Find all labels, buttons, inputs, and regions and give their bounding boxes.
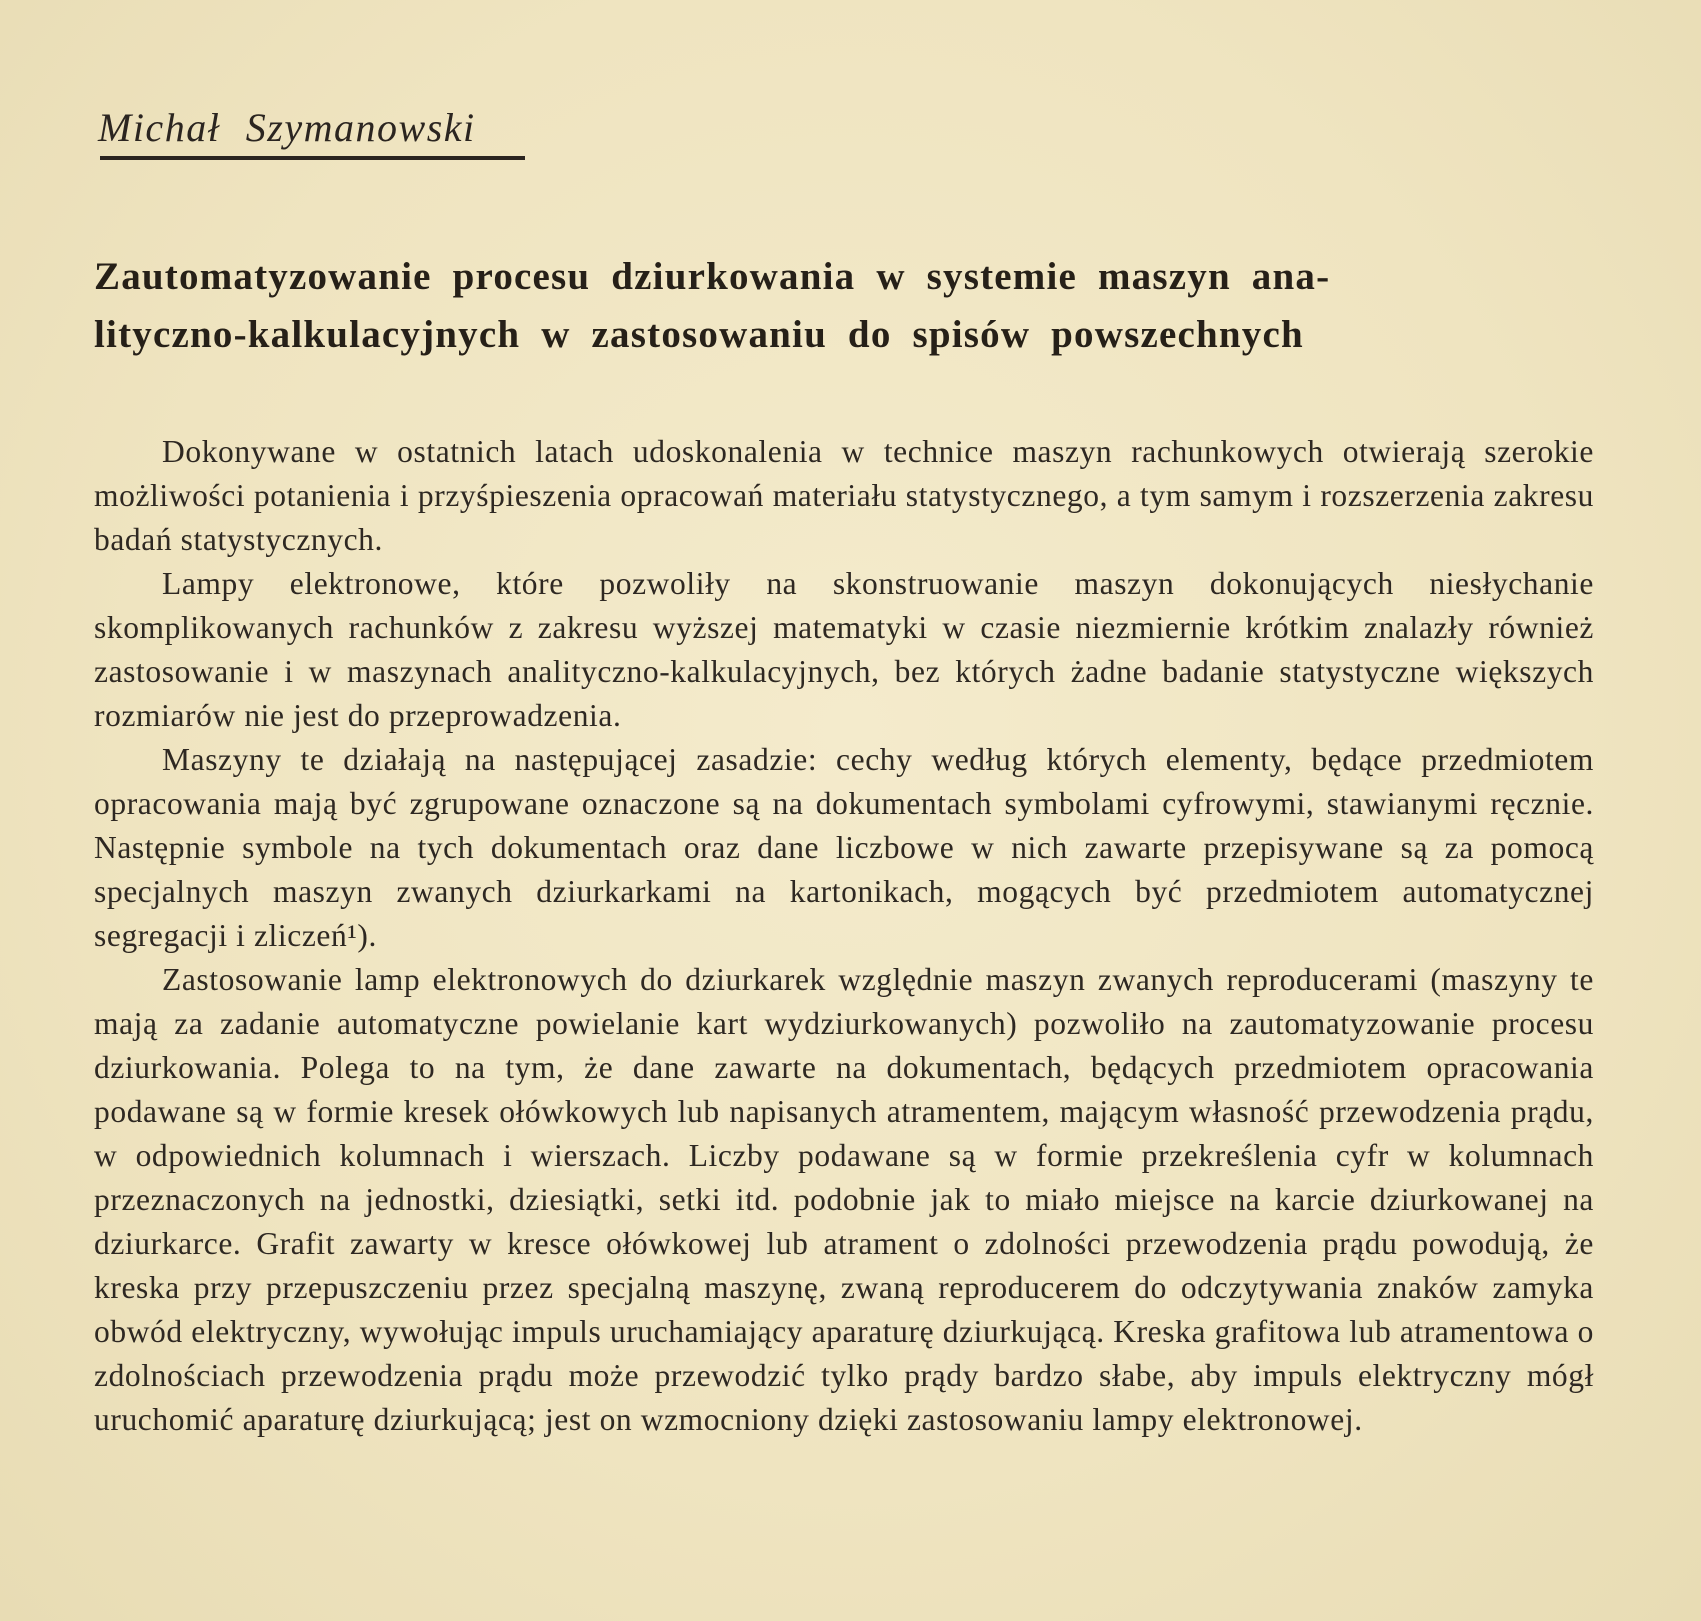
paragraph-1: Dokonywane w ostatnich latach udoskonalenia w technice maszyn rachunkowych otwierają szerokie możliwości potanienia i przyśpieszenia opracowań materiału statystycznego, a tym samym i rozszerzenia zakresu badań statystycznych. [94, 434, 1594, 557]
paragraph-4: Zastosowanie lamp elektronowych do dziurkarek względnie maszyn zwanych reproducerami (maszyny te mają za zadanie automatyczne powielanie kart wydziurkowanych) pozwoliło na zautomatyzowanie procesu dziurkowania. Polega to na tym, że dane zawarte na dokumentach, będących przedmiotem opracowania podawane są w formie kresek ołówkowych lub napisanych atramentem, mającym własność przewodzenia prądu, w odpowiednich kolumnach i wierszach. Liczby podawane są w formie przekreślenia cyfr w kolumnach przeznaczonych na jednostki, dziesiątki, setki itd. podobnie jak to miało miejsce na karcie dziurkowanej na dziurkarce. Grafit zawarty w kresce ołówkowej lub atrament o zdolności przewodzenia prądu powodują, że kreska przy przepuszczeniu przez specjalną maszynę, zwaną reproducerem do odczytywania znaków zamyka obwód elektryczny, wywołując impuls uruchamiający aparaturę dziurkującą. Kreska grafitowa lub atramentowa o zdolnościach przewodzenia prądu może przewodzić tylko prądy bardzo słabe, aby impuls elektryczny mógł uruchomić aparaturę dziurkującą; jest on wzmocniony dzięki zastosowaniu lampy elektronowej. [94, 962, 1594, 1437]
article-body [94, 430, 1594, 1442]
author-underline [100, 156, 525, 160]
paragraph-3: Maszyny te działają na następującej zasadzie: cechy według których elementy, będące przedmiotem opracowania mają być zgrupowane oznaczone są na dokumentach symbolami cyfrowymi, stawianymi ręcznie. Następnie symbole na tych dokumentach oraz dane liczbowe w nich zawarte przepisywane są za pomocą specjalnych maszyn zwanych dziurkarkami na kartonikach, mogących być przedmiotem automatycznej segregacji i zliczeń¹). [94, 742, 1594, 953]
article-title [94, 248, 1594, 364]
author-name: Michał Szymanowski [98, 105, 476, 150]
paragraph-2: Lampy elektronowe, które pozwoliły na skonstruowanie maszyn dokonujących niesłychanie skomplikowanych rachunków z zakresu wyższej matematyki w czasie niezmiernie krótkim znalazły również zastosowanie i w maszynach analityczno-kalkulacyjnych, bez których żadne badanie statystyczne większych rozmiarów nie jest do przeprowadzenia. [94, 566, 1594, 733]
title-line-2: lityczno-kalkulacyjnych w zastosowaniu do spisów powszechnych [94, 313, 1304, 356]
title-line-1: Zautomatyzowanie procesu dziurkowania w systemie maszyn ana- [94, 255, 1331, 298]
